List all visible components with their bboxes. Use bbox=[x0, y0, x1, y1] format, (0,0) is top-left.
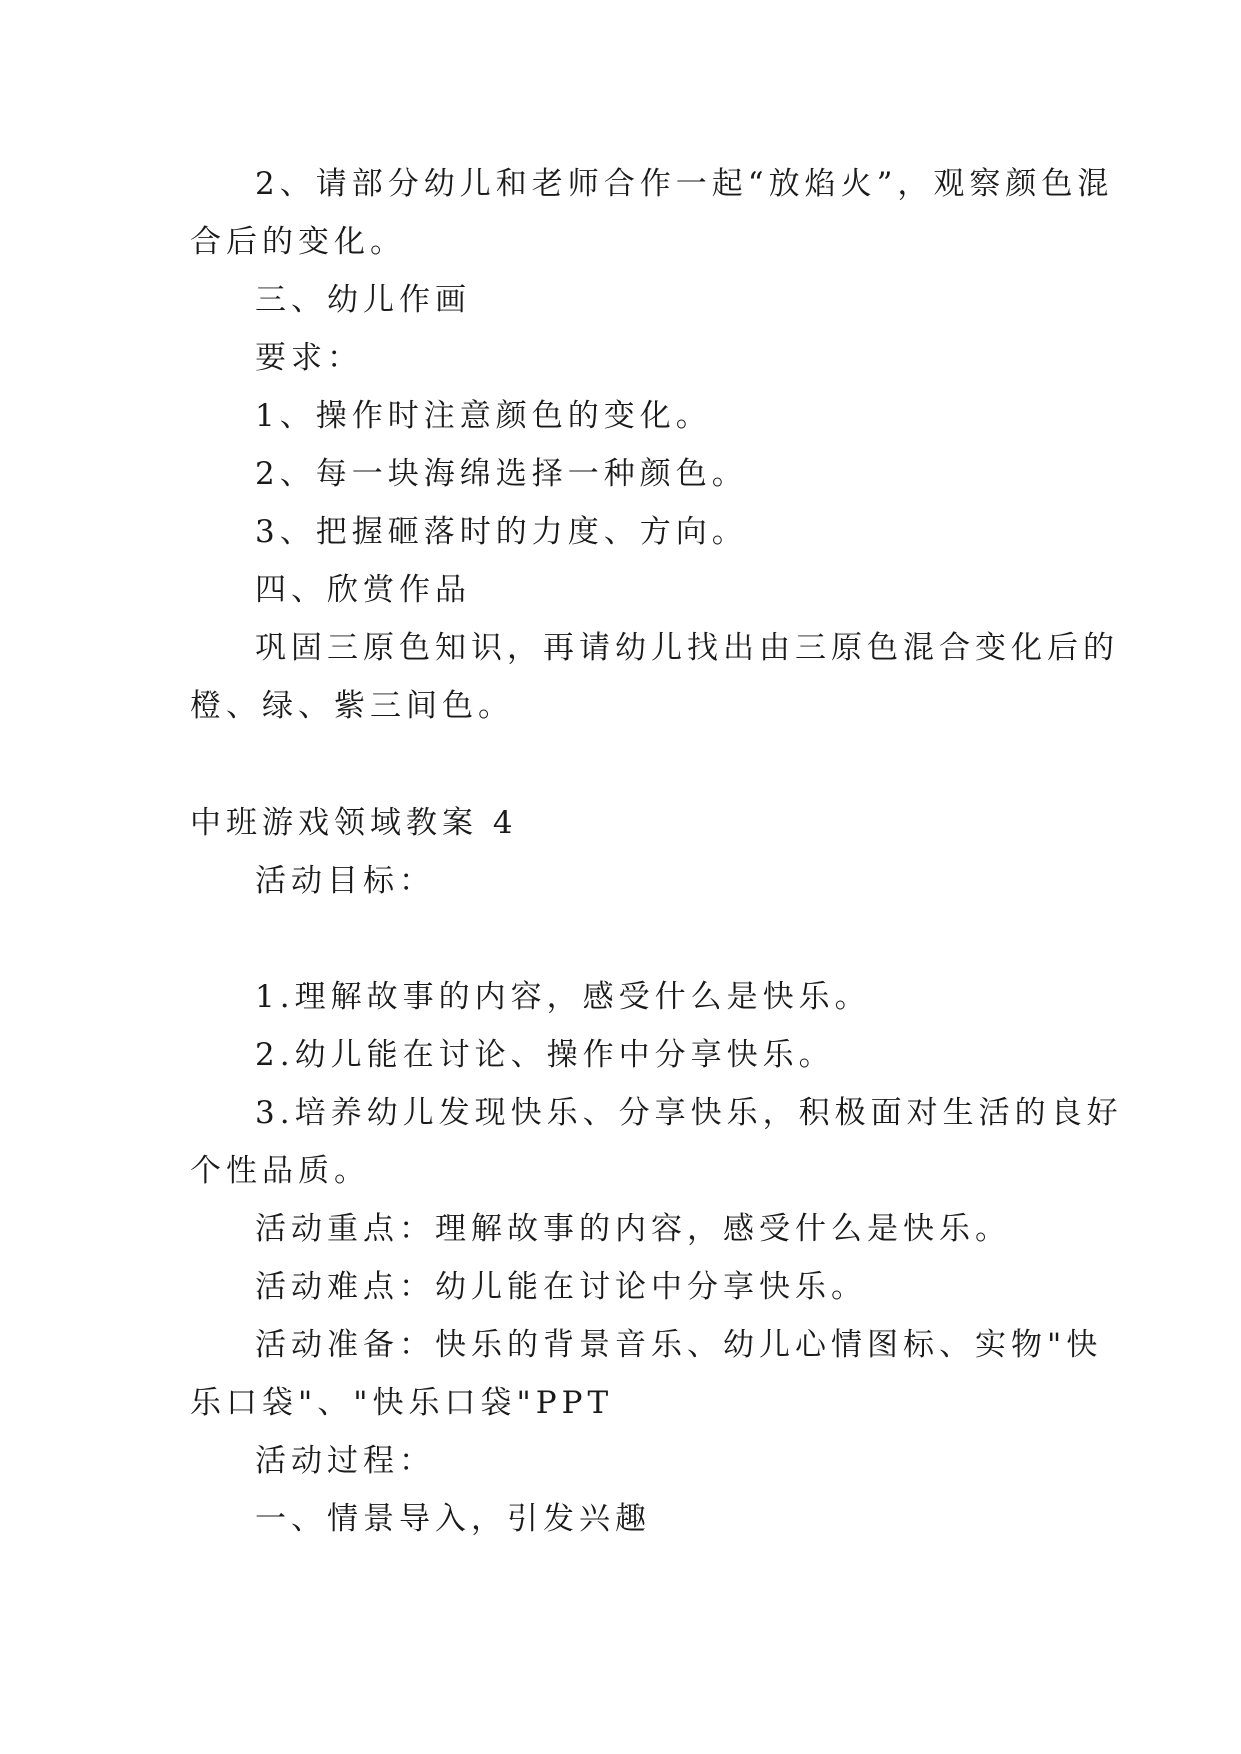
list-item: 2、每一块海绵选择一种颜色。 bbox=[255, 456, 748, 492]
paragraph-line: 巩固三原色知识，再请幼儿找出由三原色混合变化后的 bbox=[255, 630, 1119, 666]
list-item: 1.理解故事的内容，感受什么是快乐。 bbox=[255, 979, 871, 1015]
list-item: 1、操作时注意颜色的变化。 bbox=[255, 398, 712, 434]
paragraph-line: 2、请部分幼儿和老师合作一起“放焰火”，观察颜色混 bbox=[255, 166, 1114, 202]
paragraph-line: 乐口袋"、"快乐口袋"PPT bbox=[190, 1385, 614, 1421]
paragraph-line: 活动难点：幼儿能在讨论中分享快乐。 bbox=[255, 1269, 867, 1305]
section-heading: 三、幼儿作画 bbox=[255, 282, 471, 318]
list-item: 3.培养幼儿发现快乐、分享快乐，积极面对生活的良好 bbox=[255, 1095, 1123, 1131]
section-heading: 活动目标： bbox=[255, 863, 435, 899]
paragraph-line: 要求： bbox=[255, 340, 363, 376]
paragraph-line: 活动准备：快乐的背景音乐、幼儿心情图标、实物"快 bbox=[255, 1327, 1103, 1363]
paragraph-line: 个性品质。 bbox=[190, 1153, 370, 1189]
section-heading: 一、情景导入，引发兴趣 bbox=[255, 1501, 651, 1537]
paragraph-line: 合后的变化。 bbox=[190, 224, 406, 260]
list-item: 3、把握砸落时的力度、方向。 bbox=[255, 514, 748, 550]
paragraph-line: 橙、绿、紫三间色。 bbox=[190, 688, 514, 724]
list-item: 2.幼儿能在讨论、操作中分享快乐。 bbox=[255, 1037, 835, 1073]
document-title: 中班游戏领域教案 4 bbox=[190, 805, 518, 841]
section-heading: 四、欣赏作品 bbox=[255, 572, 471, 608]
section-heading: 活动过程： bbox=[255, 1443, 435, 1479]
paragraph-line: 活动重点：理解故事的内容，感受什么是快乐。 bbox=[255, 1211, 1011, 1247]
